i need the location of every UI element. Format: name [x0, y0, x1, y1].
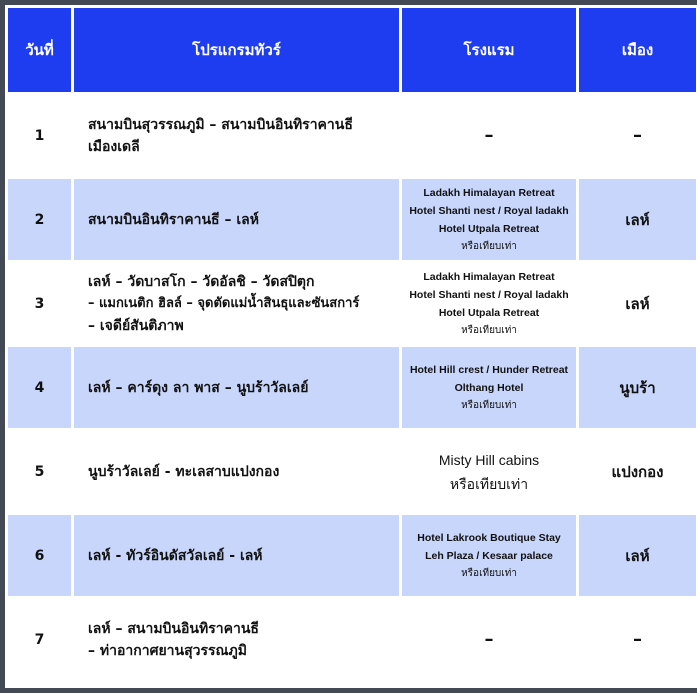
hotel-equivalent: หรือเทียบเท่า	[461, 324, 517, 336]
city-cell: นูบร้า	[578, 346, 697, 430]
hotel-line: Hotel Shanti nest / Royal ladakh	[409, 204, 569, 217]
hotel-line: Olthang Hotel	[454, 381, 524, 394]
hotel-line: Hotel Utpala Retreat	[438, 222, 540, 235]
hotel-equivalent: หรือเทียบเท่า	[461, 240, 517, 252]
hotel-line: Misty Hill cabins	[438, 451, 540, 468]
city-cell: เลห์	[578, 262, 697, 346]
program-line: เมืองเดลี	[88, 138, 140, 155]
hotel-equivalent: หรือเทียบเท่า	[461, 567, 517, 579]
hotel-line: Leh Plaza / Kesaar palace	[425, 549, 553, 562]
program-line: เลห์ - ทัวร์อินดัสวัลเลย์ - เลห์	[88, 547, 263, 564]
hotel-line: Ladakh Himalayan Retreat	[423, 186, 555, 199]
program-line: – แมกเนติก ฮิลล์ – จุดตัดแม่น้ำสินธุและซันสการ์	[88, 295, 360, 311]
program-line: เลห์ – วัดบาสโก – วัดอัลชิ – วัดสปิตุก	[88, 273, 315, 290]
table-row	[7, 94, 697, 178]
program-line: เลห์ – สนามบินอินทิราคานธี	[88, 620, 259, 637]
hotel-cell	[401, 178, 578, 262]
day-cell: 6	[7, 514, 73, 598]
city-cell: เลห์	[578, 178, 697, 262]
hotel-line: Hotel Shanti nest / Royal ladakh	[409, 288, 569, 301]
city-cell: –	[578, 598, 697, 682]
day-cell: 2	[7, 178, 73, 262]
program-line: นูบร้าวัลเลย์ - ทะเลสาบแปงกอง	[88, 463, 280, 480]
program-cell	[73, 514, 401, 598]
city-cell: เลห์	[578, 514, 697, 598]
hotel-cell	[401, 430, 578, 514]
hotel-cell: –	[401, 598, 578, 682]
table-row	[7, 262, 697, 346]
day-cell: 1	[7, 94, 73, 178]
header-program: โปรแกรมทัวร์	[73, 7, 401, 94]
program-cell	[73, 262, 401, 346]
city-cell: แปงกอง	[578, 430, 697, 514]
program-cell	[73, 346, 401, 430]
program-line: สนามบินอินทิราคานธี – เลห์	[88, 211, 259, 228]
hotel-line: Hotel Utpala Retreat	[438, 306, 540, 319]
header-row	[7, 7, 697, 94]
table-row	[7, 598, 697, 682]
hotel-cell	[401, 346, 578, 430]
hotel-cell: –	[401, 94, 578, 178]
program-cell	[73, 598, 401, 682]
header-hotel: โรงแรม	[401, 7, 578, 94]
day-cell: 4	[7, 346, 73, 430]
hotel-cell	[401, 514, 578, 598]
header-city: เมือง	[578, 7, 697, 94]
hotel-line: Hotel Lakrook Boutique Stay	[417, 531, 561, 544]
program-line: เลห์ – คาร์ดุง ลา พาส – นูบร้าวัลเลย์	[88, 379, 309, 396]
program-line: – ท่าอากาศยานสุวรรณภูมิ	[88, 642, 247, 659]
program-cell	[73, 94, 401, 178]
program-cell	[73, 178, 401, 262]
program-line: – เจดีย์สันติภาพ	[88, 317, 184, 334]
city-cell: –	[578, 94, 697, 178]
itinerary-table	[5, 5, 697, 683]
hotel-cell	[401, 262, 578, 346]
program-line: สนามบินสุวรรณภูมิ – สนามบินอินทิราคานธี	[88, 116, 353, 133]
hotel-line: Ladakh Himalayan Retreat	[423, 270, 555, 283]
table-row	[7, 430, 697, 514]
day-cell: 3	[7, 262, 73, 346]
hotel-equivalent: หรือเทียบเท่า	[461, 399, 517, 411]
day-cell: 7	[7, 598, 73, 682]
hotel-line: หรือเทียบเท่า	[449, 475, 529, 492]
table-row	[7, 346, 697, 430]
table-row	[7, 178, 697, 262]
day-cell: 5	[7, 430, 73, 514]
program-cell	[73, 430, 401, 514]
header-day: วันที่	[7, 7, 73, 94]
table-row	[7, 514, 697, 598]
hotel-line: Hotel Hill crest / Hunder Retreat	[409, 363, 569, 376]
